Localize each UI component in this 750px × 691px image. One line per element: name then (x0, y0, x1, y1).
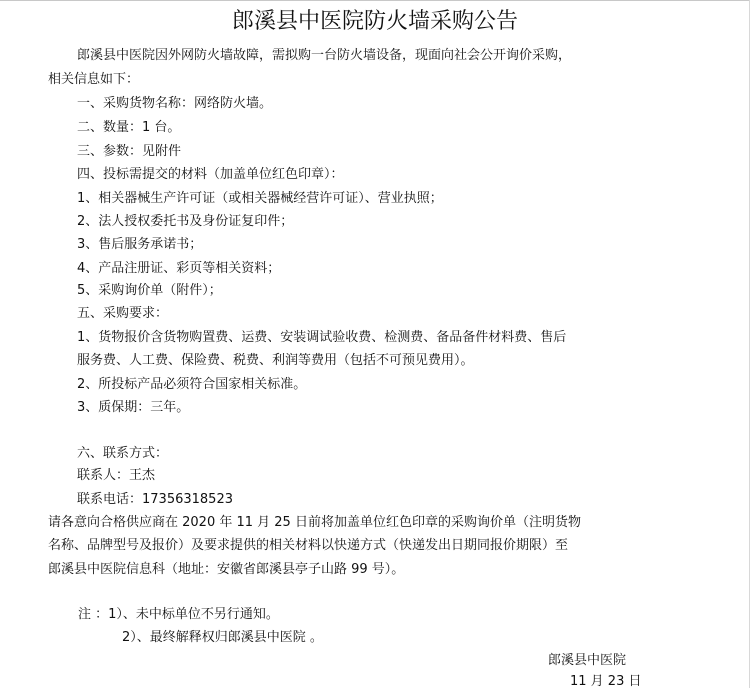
material-item-3: 3、售后服务承诺书； (77, 237, 203, 252)
intro-line-1: 郎溪县中医院因外网防火墙故障，需拟购一台防火墙设备，现面向社会公开询价采购， (77, 48, 572, 63)
requirement-3: 3、质保期：三年。 (77, 400, 190, 415)
note-2: 2）、最终解释权归郎溪县中医院 。 (122, 630, 323, 645)
section-parameters: 三、参数：见附件 (77, 144, 182, 159)
requirement-1-line-1: 1、货物报价含货物购置费、运费、安装调试验收费、检测费、备品备件材料费、售后 (77, 330, 567, 345)
material-item-2: 2、法人授权委托书及身份证复印件； (77, 214, 294, 229)
deadline-line-1: 请各意向合格供应商在 2020 年 11 月 25 日前将加盖单位红色印章的采购询价单（注明货物 (48, 515, 581, 530)
section-contact-heading: 六、联系方式： (77, 446, 169, 461)
section-materials-heading: 四、投标需提交的材料（加盖单位红色印章）： (77, 167, 344, 182)
requirement-1-line-2: 服务费、人工费、保险费、税费、利润等费用（包括不可预见费用）。 (77, 353, 474, 368)
page-top-border (0, 0, 750, 1)
section-requirements-heading: 五、采购要求： (77, 306, 169, 321)
document-title: 郎溪县中医院防火墙采购公告 (231, 9, 518, 34)
material-item-4: 4、产品注册证、彩页等相关资料； (77, 261, 281, 276)
contact-person: 联系人：王杰 (77, 468, 156, 483)
intro-line-2: 相关信息如下： (48, 72, 140, 87)
requirement-2: 2、所投标产品必须符合国家相关标准。 (77, 377, 307, 392)
material-item-5: 5、采购询价单（附件）； (77, 283, 222, 298)
deadline-line-3: 郎溪县中医院信息科（地址：安徽省郎溪县亭子山路 99 号）。 (48, 562, 405, 577)
signature-organization: 郎溪县中医院 (548, 653, 627, 668)
signature-date: 11 月 23 日 (570, 674, 642, 689)
section-quantity: 二、数量：1 台。 (77, 120, 181, 135)
note-1: 注 ：1）、未中标单位不另行通知。 (78, 607, 279, 622)
material-item-1: 1、相关器械生产许可证（或相关器械经营许可证）、营业执照； (77, 191, 443, 206)
section-goods-name: 一、采购货物名称：网络防火墙。 (77, 96, 273, 111)
deadline-line-2: 名称、品牌型号及报价）及要求提供的相关材料以快递方式（快递发出日期同报价期限）至 (48, 538, 569, 553)
contact-phone: 联系电话：17356318523 (77, 492, 233, 507)
